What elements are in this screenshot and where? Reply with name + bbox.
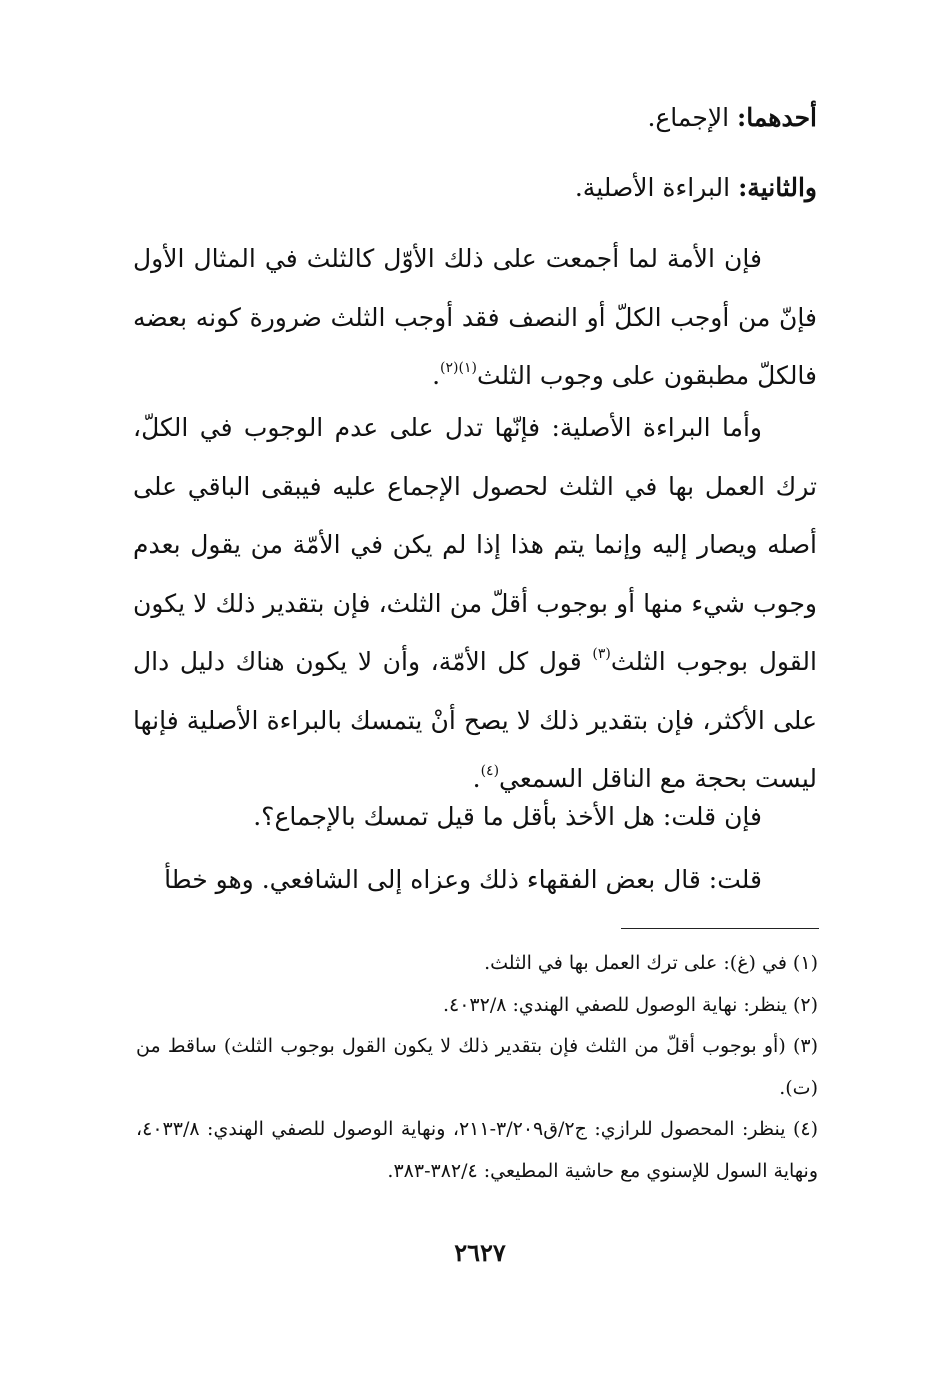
heading-second (575, 168, 817, 208)
heading-first-text: الإجماع. (647, 103, 737, 132)
heading-second-text: البراءة الأصلية. (574, 173, 739, 202)
paragraph-consensus-body: فإن الأمة لما أجمعت على ذلك الأوّل كالثلث في المثال الأول فإنّ من أوجب الكلّ أو النصف فقد أوجب الثلث ضرورة كونه بعضه فالكلّ مطبقون على وجوب الثلث (133, 244, 817, 390)
paragraph-question (133, 788, 817, 847)
footnote-4: (٤) ينظر: المحصول للرازي: ج٢/ق٣/٢٠٩-٢١١، ونهاية الوصول للصفي الهندي: ٤٠٣٣/٨، ونهاية السول للإسنوي مع حاشية المطيعي: ٣٨٢/٤-٣٨٣. (136, 1118, 818, 1182)
paragraph-consensus-text (133, 230, 817, 406)
paragraph-original-innocence-body-b: قول كل الأمّة، وأن لا يكون هناك دليل دال على الأكثر، فإن بتقدير ذلك لا يصح أنْ يتمسك بالبراءة الأصلية فإنها ليست بحجة مع الناقل السمعي (133, 647, 817, 793)
footnote-ref-3: (٣) (592, 646, 611, 662)
paragraph-question-text: فإن قلت: هل الأخذ بأقل ما قيل تمسك بالإجماع؟. (253, 802, 762, 831)
footnotes (136, 943, 818, 1192)
paragraph-answer-text: قلت: قال بعض الفقهاء ذلك وعزاه إلى الشافعي. وهو خطأ (164, 865, 762, 894)
heading-first (647, 98, 817, 138)
paragraph-original-innocence-body-a: وأما البراءة الأصلية: فإنّها تدل على عدم الوجوب في الكلّ، ترك العمل بها في الثلث لحصول الإجماع عليه فيبقى الباقي على أصله ويصار إليه وإنما يتم هذا إذا لم يكن في الأمّة من يقول بعدم وجوب شيء منها أو بوجوب أقلّ من الثلث، فإن بتقدير ذلك لا يكون القول بوجوب الثلث (133, 413, 817, 676)
footnote-separator (621, 928, 819, 929)
paragraph-consensus-tail: . (432, 361, 441, 390)
footnote-3: (٣) (أو بوجوب أقلّ من الثلث فإن بتقدير ذلك لا يكون القول بوجوب الثلث) ساقط من (ت). (136, 1035, 818, 1099)
paragraph-original-innocence-tail: . (472, 764, 481, 793)
heading-first-lead: أحدهما: (736, 103, 817, 132)
paragraph-consensus (133, 230, 817, 406)
heading-second-lead: والثانية: (738, 173, 817, 202)
page-number: ٢٦٢٧ (454, 1238, 506, 1267)
footnote-2: (٢) ينظر: نهاية الوصول للصفي الهندي: ٤٠٣٢/٨. (442, 993, 818, 1016)
paragraph-original-innocence-text (133, 399, 817, 809)
footnote-1: (١) في (غ): على ترك العمل بها في الثلث. (484, 952, 818, 974)
paragraph-answer (133, 851, 817, 910)
footnote-ref-1-2: (١)(٢) (440, 360, 477, 376)
footnote-ref-4: (٤) (480, 763, 500, 779)
paragraph-original-innocence (133, 399, 817, 809)
